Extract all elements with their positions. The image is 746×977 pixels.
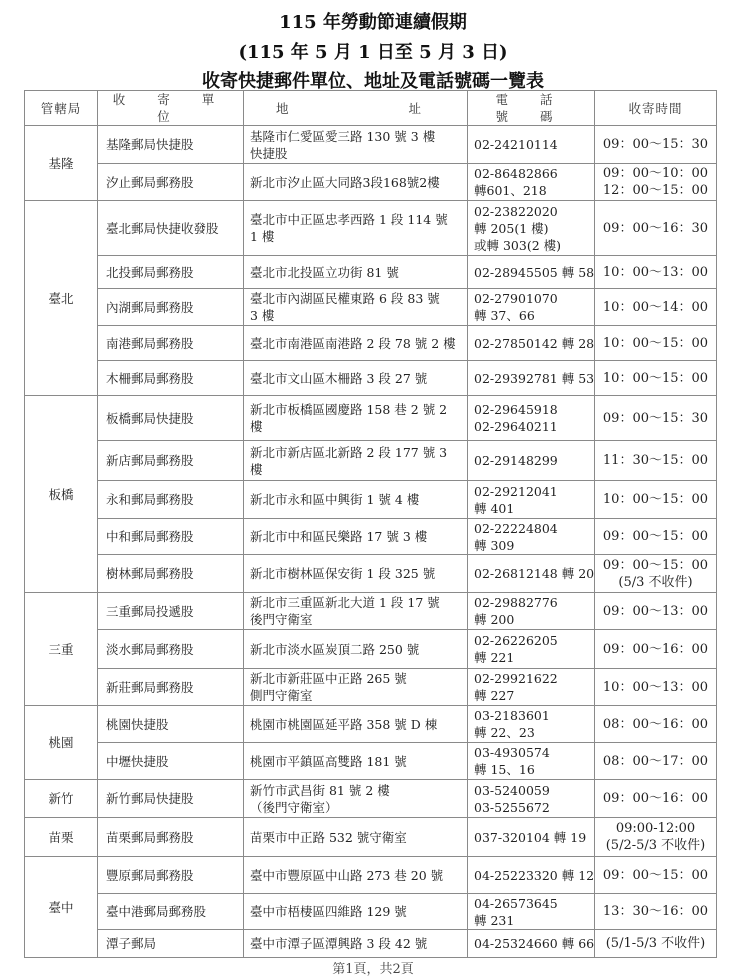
- unit-cell: 南港郵局郵務股: [98, 326, 244, 361]
- time-cell-line: 09：00～15：30: [602, 410, 709, 426]
- unit-cell: 臺北郵局快捷收發股: [98, 201, 244, 256]
- phone-cell-line: 轉 22、23: [474, 725, 535, 740]
- table-row: [25, 743, 717, 780]
- address-cell: [244, 930, 468, 958]
- address-cell: [244, 126, 468, 164]
- address-cell-line: 新北市汐止區大同路3段168號2樓: [250, 174, 440, 190]
- table-row: [25, 630, 717, 669]
- address-cell: [244, 481, 468, 519]
- table-row: [25, 780, 717, 818]
- header-address: 地 址: [244, 91, 468, 126]
- unit-cell: 豐原郵局郵務股: [98, 857, 244, 894]
- phone-cell-line: 02-29148299: [474, 453, 558, 468]
- table-header-row: [25, 91, 717, 126]
- address-cell-line: 1 樓: [250, 229, 275, 244]
- phone-cell-line: 或轉 303(2 樓): [474, 237, 562, 253]
- phone-cell-line: 02-86482866: [474, 166, 558, 181]
- phone-cell: [468, 593, 595, 630]
- address-cell-line: 苗栗市中正路 532 號守衛室: [250, 829, 407, 845]
- table-row: [25, 519, 717, 555]
- phone-cell: [468, 326, 595, 361]
- table-title: 收寄快捷郵件單位、地址及電話號碼一覽表: [202, 71, 544, 92]
- time-cell: [595, 894, 717, 930]
- bureau-cell: 基隆: [25, 126, 98, 201]
- address-cell-line: 樓: [250, 419, 263, 434]
- address-cell: [244, 326, 468, 361]
- unit-cell: 樹林郵局郵務股: [98, 555, 244, 593]
- address-cell-line: 側門守衛室: [250, 688, 313, 703]
- address-cell-line: 基隆市仁愛區愛三路 130 號 3 樓: [250, 128, 436, 144]
- phone-cell-line: 02-29645918: [474, 402, 558, 417]
- phone-cell-line: 04-25324660 轉 66: [474, 936, 595, 951]
- unit-cell: 汐止郵局郵務股: [98, 164, 244, 201]
- bureau-cell: 三重: [25, 593, 98, 706]
- express-mail-units-table: [24, 90, 717, 958]
- table-row: [25, 126, 717, 164]
- address-cell-line: 新北市中和區民樂路 17 號 3 樓: [250, 529, 428, 544]
- phone-cell-line: 02-29212041: [474, 483, 558, 499]
- table-row: [25, 164, 717, 201]
- phone-cell-line: 02-29882776: [474, 595, 558, 610]
- phone-cell: [468, 481, 595, 519]
- address-cell-line: 臺中市梧棲區四維路 129 號: [250, 904, 407, 919]
- phone-cell-line: 轉 401: [474, 500, 515, 516]
- address-cell: [244, 361, 468, 396]
- unit-cell: 基隆郵局快捷股: [98, 126, 244, 164]
- phone-cell-line: 轉 231: [474, 912, 515, 928]
- time-cell: [595, 669, 717, 706]
- address-cell: [244, 164, 468, 201]
- time-cell-line: 09：00～16：00: [602, 791, 709, 806]
- unit-cell: 臺中港郵局郵務股: [98, 894, 244, 930]
- table-row: [25, 930, 717, 958]
- phone-cell: [468, 894, 595, 930]
- address-cell-line: 臺北市文山區木柵路 3 段 27 號: [250, 370, 428, 386]
- address-cell: [244, 593, 468, 630]
- address-cell-line: （後門守衛室）: [250, 799, 338, 815]
- table-row: [25, 256, 717, 289]
- header-bureau: 管轄局: [25, 91, 98, 126]
- time-cell-line: 12：00～15：00: [602, 183, 709, 198]
- phone-cell-line: 轉 221: [474, 650, 515, 665]
- table-row: [25, 669, 717, 706]
- address-cell-line: 後門守衛室: [250, 612, 313, 627]
- address-cell-line: 3 樓: [250, 308, 275, 323]
- phone-cell-line: 03-2183601: [474, 708, 550, 723]
- address-cell: [244, 706, 468, 743]
- unit-cell: 中和郵局郵務股: [98, 519, 244, 555]
- unit-cell: 板橋郵局快捷股: [98, 396, 244, 441]
- phone-cell: [468, 256, 595, 289]
- page-footer: 第1頁，共2頁: [332, 962, 414, 977]
- bureau-cell: 苗栗: [25, 818, 98, 857]
- bureau-cell: 臺中: [25, 857, 98, 958]
- phone-cell: [468, 289, 595, 326]
- phone-cell-line: 02-24210114: [474, 137, 558, 152]
- bureau-cell: 新竹: [25, 780, 98, 818]
- unit-cell: 潭子郵局: [98, 930, 244, 958]
- unit-cell: 苗栗郵局郵務股: [98, 818, 244, 857]
- time-cell-line: 08：00～17：00: [602, 753, 709, 769]
- phone-cell-line: 04-25223320 轉 12: [474, 867, 595, 883]
- address-cell: [244, 818, 468, 857]
- time-cell: [595, 818, 717, 857]
- phone-cell: [468, 164, 595, 201]
- time-cell: [595, 930, 717, 958]
- time-cell-line: 09：00～16：00: [602, 641, 709, 657]
- phone-cell-line: 03-4930574: [474, 745, 550, 760]
- time-cell-line: 08：00～16：00: [602, 716, 709, 732]
- phone-cell-line: 轉 200: [474, 612, 515, 627]
- phone-cell-line: 轉 309: [474, 537, 515, 553]
- phone-cell: [468, 555, 595, 593]
- address-cell: [244, 555, 468, 593]
- phone-cell-line: 02-29392781 轉 53: [474, 370, 595, 386]
- address-cell-line: 桃園市桃園區延平路 358 號 D 棟: [250, 716, 438, 732]
- time-cell-line: 09：00～15：00: [602, 529, 709, 544]
- address-cell: [244, 743, 468, 780]
- table-row: [25, 441, 717, 481]
- time-cell-line: 13：30～16：00: [602, 904, 709, 919]
- time-cell-line: 10：00～14：00: [602, 299, 709, 315]
- phone-cell: [468, 669, 595, 706]
- time-cell-line: 09:00-12:00: [615, 821, 696, 836]
- phone-cell-line: 02-29921622: [474, 671, 558, 686]
- time-cell: [595, 706, 717, 743]
- table-row: [25, 289, 717, 326]
- phone-cell: [468, 361, 595, 396]
- phone-cell-line: 轉 15、16: [474, 762, 535, 777]
- address-cell-line: 新北市三重區新北大道 1 段 17 號: [250, 595, 440, 610]
- phone-cell-line: 037-320104 轉 19: [474, 829, 587, 845]
- address-cell-line: 臺北市北投區立功街 81 號: [250, 264, 399, 280]
- phone-cell-line: 03-5255672: [474, 799, 550, 815]
- address-cell-line: 新竹市武昌街 81 號 2 樓: [250, 782, 390, 798]
- address-cell: [244, 894, 468, 930]
- phone-cell: [468, 630, 595, 669]
- table-row: [25, 593, 717, 630]
- time-cell-line: 10：00～15：00: [602, 335, 709, 351]
- unit-cell: 木柵郵局郵務股: [98, 361, 244, 396]
- time-cell: [595, 201, 717, 256]
- time-cell-line: 10：00～15：00: [602, 492, 709, 507]
- phone-cell: [468, 126, 595, 164]
- address-cell: [244, 201, 468, 256]
- address-cell: [244, 780, 468, 818]
- phone-cell-line: 02-28945505 轉 58: [474, 264, 595, 280]
- unit-cell: 淡水郵局郵務股: [98, 630, 244, 669]
- phone-cell-line: 02-29640211: [474, 419, 558, 434]
- time-cell-line: 09：00～15：00: [602, 867, 709, 883]
- time-cell: [595, 396, 717, 441]
- time-cell: [595, 555, 717, 593]
- time-cell-line: 09：00～10：00: [602, 166, 709, 181]
- phone-cell: [468, 930, 595, 958]
- document-title: 115 年勞動節連續假期: [279, 12, 467, 33]
- phone-cell-line: 轉 37、66: [474, 308, 535, 323]
- time-cell: [595, 519, 717, 555]
- bureau-cell: 板橋: [25, 396, 98, 593]
- table-row: [25, 396, 717, 441]
- unit-cell: 永和郵局郵務股: [98, 481, 244, 519]
- table-row: [25, 818, 717, 857]
- unit-cell: 北投郵局郵務股: [98, 256, 244, 289]
- time-cell-line: (5/1-5/3 不收件): [605, 936, 706, 951]
- unit-cell: 新莊郵局郵務股: [98, 669, 244, 706]
- table-row: [25, 481, 717, 519]
- phone-cell: [468, 818, 595, 857]
- time-cell: [595, 361, 717, 396]
- time-cell-line: 10：00～13：00: [602, 264, 709, 280]
- unit-cell: 內湖郵局郵務股: [98, 289, 244, 326]
- time-cell: [595, 289, 717, 326]
- phone-cell-line: 轉 205(1 樓): [474, 220, 549, 236]
- address-cell: [244, 519, 468, 555]
- address-cell-line: 臺中市潭子區潭興路 3 段 42 號: [250, 936, 428, 951]
- address-cell-line: 臺北市南港區南港路 2 段 78 號 2 樓: [250, 335, 456, 351]
- time-cell: [595, 743, 717, 780]
- phone-cell-line: 轉601、218: [474, 183, 547, 198]
- phone-cell-line: 02-23822020: [474, 203, 558, 219]
- time-cell: [595, 441, 717, 481]
- time-cell: [595, 481, 717, 519]
- phone-cell-line: 02-26226205: [474, 633, 558, 648]
- address-cell: [244, 441, 468, 481]
- time-cell-line: 10：00～13：00: [602, 679, 709, 695]
- time-cell-line: 09：00～15：30: [602, 137, 709, 152]
- phone-cell-line: 轉 227: [474, 688, 515, 703]
- address-cell-line: 樓: [250, 461, 263, 477]
- phone-cell: [468, 396, 595, 441]
- table-row: [25, 706, 717, 743]
- header-phone: 電 話 號 碼: [468, 91, 595, 126]
- table-row: [25, 326, 717, 361]
- time-cell: [595, 126, 717, 164]
- unit-cell: 新店郵局郵務股: [98, 441, 244, 481]
- time-cell: [595, 780, 717, 818]
- phone-cell: [468, 519, 595, 555]
- time-cell: [595, 593, 717, 630]
- unit-cell: 桃園快捷股: [98, 706, 244, 743]
- phone-cell: [468, 780, 595, 818]
- address-cell: [244, 669, 468, 706]
- time-cell-line: 09：00～15：00: [602, 557, 709, 573]
- time-cell-line: (5/2-5/3 不收件): [605, 838, 706, 853]
- address-cell: [244, 630, 468, 669]
- header-unit: 收 寄 單 位: [98, 91, 244, 126]
- address-cell-line: 臺北市中正區忠孝西路 1 段 114 號: [250, 212, 448, 227]
- phone-cell-line: 02-27850142 轉 28: [474, 335, 595, 351]
- time-cell: [595, 256, 717, 289]
- bureau-cell: 桃園: [25, 706, 98, 780]
- date-range-subtitle: (115 年 5 月 1 日至 5 月 3 日): [238, 42, 508, 63]
- address-cell-line: 新北市新莊區中正路 265 號: [250, 671, 407, 686]
- unit-cell: 中壢快捷股: [98, 743, 244, 780]
- time-cell-line: 11：30～15：00: [602, 453, 709, 468]
- address-cell-line: 新北市新店區北新路 2 段 177 號 3: [250, 444, 448, 460]
- time-cell: [595, 857, 717, 894]
- address-cell-line: 臺中市豐原區中山路 273 巷 20 號: [250, 867, 444, 883]
- address-cell: [244, 396, 468, 441]
- address-cell: [244, 256, 468, 289]
- unit-cell: 三重郵局投遞股: [98, 593, 244, 630]
- phone-cell: [468, 857, 595, 894]
- address-cell: [244, 857, 468, 894]
- header-time: 收寄時間: [595, 91, 717, 126]
- address-cell-line: 新北市淡水區炭頂二路 250 號: [250, 641, 420, 657]
- address-cell-line: 新北市樹林區保安街 1 段 325 號: [250, 566, 436, 581]
- table-row: [25, 201, 717, 256]
- phone-cell-line: 02-26812148 轉 20: [474, 566, 595, 581]
- phone-cell-line: 02-27901070: [474, 291, 558, 306]
- time-cell-line: 09：00～13：00: [602, 603, 709, 619]
- phone-cell-line: 02-22224804: [474, 520, 558, 536]
- bureau-cell: 臺北: [25, 201, 98, 396]
- time-cell-line: 10：00～15：00: [602, 370, 709, 386]
- phone-cell: [468, 201, 595, 256]
- unit-cell: 新竹郵局快捷股: [98, 780, 244, 818]
- table-row: [25, 857, 717, 894]
- phone-cell: [468, 743, 595, 780]
- phone-cell: [468, 441, 595, 481]
- time-cell: [595, 630, 717, 669]
- table-row: [25, 555, 717, 593]
- time-cell: [595, 326, 717, 361]
- address-cell-line: 新北市永和區中興街 1 號 4 樓: [250, 492, 420, 507]
- phone-cell-line: 03-5240059: [474, 782, 550, 798]
- address-cell: [244, 289, 468, 326]
- phone-cell: [468, 706, 595, 743]
- time-cell-line: (5/3 不收件): [618, 574, 693, 590]
- address-cell-line: 新北市板橋區國慶路 158 巷 2 號 2: [250, 402, 448, 417]
- phone-cell-line: 04-26573645: [474, 895, 558, 911]
- table-row: [25, 361, 717, 396]
- time-cell-line: 09：00～16：30: [602, 220, 709, 236]
- time-cell: [595, 164, 717, 201]
- table-body: [25, 126, 717, 958]
- address-cell-line: 快捷股: [250, 145, 288, 161]
- address-cell-line: 臺北市內湖區民權東路 6 段 83 號: [250, 291, 440, 306]
- address-cell-line: 桃園市平鎮區高雙路 181 號: [250, 753, 407, 769]
- table-row: [25, 894, 717, 930]
